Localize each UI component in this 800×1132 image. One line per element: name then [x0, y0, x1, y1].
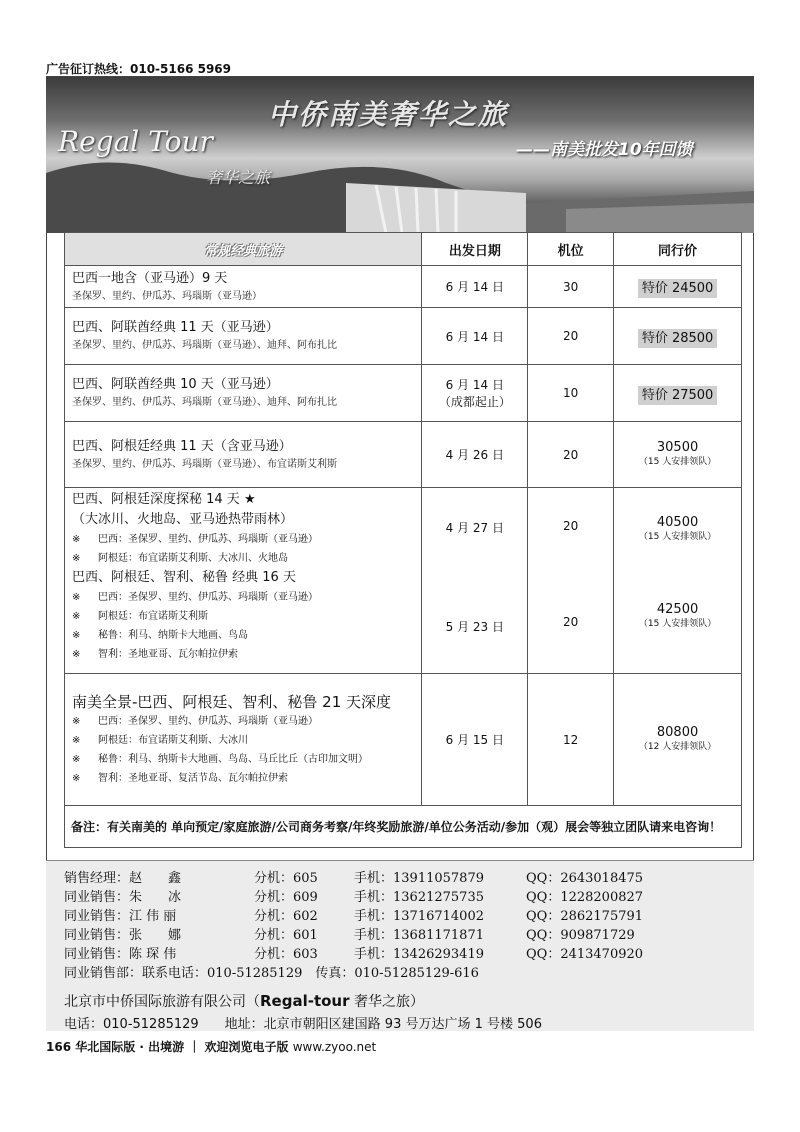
tour-line: ※ 秘鲁：利马、纳斯卡大地画、鸟岛、马丘比丘（古印加文明） — [72, 753, 368, 765]
tour-name: 巴西、阿根廷深度探秘 14 天 — [72, 492, 240, 507]
banner-title: 中侨南美奢华之旅 — [268, 98, 509, 131]
header-depart: 出发日期 — [422, 233, 528, 266]
tour-route: 圣保罗、里约、伊瓜苏、玛瑙斯（亚马逊）、迪拜、阿布扎比 — [72, 340, 337, 351]
tour-name: 巴西、阿联酋经典 11 天（亚马逊） — [72, 320, 279, 335]
tour-date: 4 月 26 日 — [422, 422, 528, 488]
tour-price-note: （15 人安排领队） — [638, 619, 717, 629]
ad-hotline: 广告征订热线：010-5166 5969 — [46, 62, 232, 76]
tour-seats: 12 — [528, 674, 614, 806]
header-seats: 机位 — [528, 233, 614, 266]
table-row — [65, 806, 742, 848]
tour-date: 5 月 23 日 — [445, 620, 504, 634]
tour-line: ※ 巴西：圣保罗、里约、伊瓜苏、玛瑙斯（亚马逊） — [72, 592, 318, 603]
tour-price: 80800 — [656, 725, 699, 740]
contact-panel: 销售经理：赵 鑫 分机：605 手机：13911057879 QQ：2643018475 同业销售：朱 冰 分机：609 手机：13621275735 QQ：1228200827 同业销售：江 伟 丽 分机：602 手机：13716714002 QQ：2862175791 同业销售：张 娜 分机：601 手机：13681171871 QQ：909871729 同业销售：陈 琛 伟 分机：603 手机：13426293419 QQ：2413470920 同业销售部：联系电话：010-51285129 传真：010-51285129-616 北京市中侨国际旅游有限公司（Regal-tour 奢华之旅） 电话：010-51285129 地址：北京市朝阳区建国路 93 号万达广场 1 号楼 506 — [46, 860, 754, 1031]
tour-seats: 20 — [563, 615, 579, 629]
tour-name: 巴西、阿根廷、智利、秘鲁 经典 16 天 — [72, 570, 296, 585]
tour-seats: 20 — [563, 519, 579, 533]
table-row — [65, 488, 742, 674]
footer-url: www.zyoo.net — [292, 1040, 377, 1054]
tour-name-sub: （大冰川、火地岛、亚马逊热带雨林） — [72, 512, 294, 527]
tour-price: 30500 — [656, 440, 699, 455]
tour-route: 圣保罗、里约、伊瓜苏、玛瑙斯（亚马逊）、布宜诺斯艾利斯 — [72, 458, 337, 470]
table-header — [65, 233, 742, 266]
tour-route: 圣保罗、里约、伊瓜苏、玛瑙斯（亚马逊）、迪拜、阿布扎比 — [72, 397, 337, 408]
tour-price: 40500 — [656, 515, 699, 530]
tour-line: ※ 巴西：圣保罗、里约、伊瓜苏、玛瑙斯（亚马逊） — [72, 534, 318, 545]
tour-line: ※ 智利：圣地亚哥、复活节岛、瓦尔帕拉伊索 — [72, 772, 288, 784]
tour-seats: 10 — [528, 365, 614, 422]
company-brand: Regal-tour — [260, 992, 350, 1010]
tour-name: 巴西、阿根廷经典 11 天（含亚马逊） — [72, 438, 292, 454]
tour-price: 特价 28500 — [638, 329, 718, 348]
tour-date: 6 月 14 日 — [422, 308, 528, 365]
page-footer: 166 华北国际版 · 出境游 ｜ 欢迎浏览电子版 www.zyoo.net — [46, 1040, 377, 1054]
tour-name: 巴西、阿联酋经典 10 天（亚马逊） — [72, 377, 279, 392]
tour-line: ※ 阿根廷：布宜诺斯艾利斯、大冰川 — [72, 734, 248, 746]
table-row — [65, 308, 742, 365]
table-row — [65, 422, 742, 488]
brand-logo-cn: 奢华之旅 — [206, 168, 271, 187]
tour-name-line — [66, 490, 420, 510]
category-label: 常规经典旅游 — [65, 233, 422, 266]
tour-price-note: （15 人安排领队） — [638, 457, 717, 467]
tour-line: ※ 阿根廷：布宜诺斯艾利斯 — [72, 611, 208, 622]
tour-name: 巴西一地含（亚马逊）9 天 — [72, 270, 228, 286]
tour-date: 6 月 14 日 — [445, 378, 504, 392]
tour-date: 6 月 14 日 — [422, 266, 528, 308]
company-address: 电话：010-51285129 地址：北京市朝阳区建国路 93 号万达广场 1 号楼 506 — [64, 1017, 542, 1032]
tour-seats: 20 — [528, 422, 614, 488]
tour-price-note: （15 人安排领队） — [638, 532, 717, 542]
table-row — [65, 674, 742, 806]
star-icon: ★ — [243, 492, 256, 507]
company-name: 北京市中侨国际旅游有限公司（Regal-tour 奢华之旅） — [64, 992, 424, 1010]
tour-date: 6 月 15 日 — [422, 674, 528, 806]
tour-route: 圣保罗、里约、伊瓜苏、玛瑙斯（亚马逊） — [72, 290, 262, 302]
tour-seats: 20 — [528, 308, 614, 365]
banner — [46, 77, 754, 233]
table-row — [65, 365, 742, 422]
table-row — [65, 266, 742, 308]
tour-line: ※ 智利：圣地亚哥、瓦尔帕拉伊索 — [72, 649, 238, 660]
remark: 备注：有关南美的 单向预定/家庭旅游/公司商务考察/年终奖励旅游/单位公务活动/参加（观）展会等独立团队请来电咨询！ — [65, 806, 742, 848]
tour-line: ※ 阿根廷：布宜诺斯艾利斯、大冰川、火地岛 — [72, 553, 288, 564]
tour-price: 特价 24500 — [638, 279, 718, 298]
brand-logo-en: Regal Tour — [58, 125, 213, 158]
tour-date: 4 月 27 日 — [445, 521, 504, 535]
tour-table — [64, 232, 742, 848]
tour-name: 南美全景-巴西、阿根廷、智利、秘鲁 21 天深度 — [72, 692, 392, 711]
tour-price: 特价 27500 — [638, 386, 718, 405]
tour-line: ※ 秘鲁：利马、纳斯卡大地画、鸟岛 — [72, 630, 248, 641]
header-price: 同行价 — [614, 233, 742, 266]
sales-dept: 同业销售部：联系电话：010-51285129 传真：010-51285129-616 — [64, 966, 479, 981]
tour-line: ※ 巴西：圣保罗、里约、伊瓜苏、玛瑙斯（亚马逊） — [72, 715, 318, 727]
tour-price: 42500 — [656, 602, 699, 617]
banner-subtitle: ——南美批发10年回馈 — [516, 140, 693, 160]
tour-price-note: （12 人安排领队） — [638, 742, 717, 752]
tour-seats: 30 — [528, 266, 614, 308]
tour-date-note: （成都起止） — [438, 395, 511, 409]
